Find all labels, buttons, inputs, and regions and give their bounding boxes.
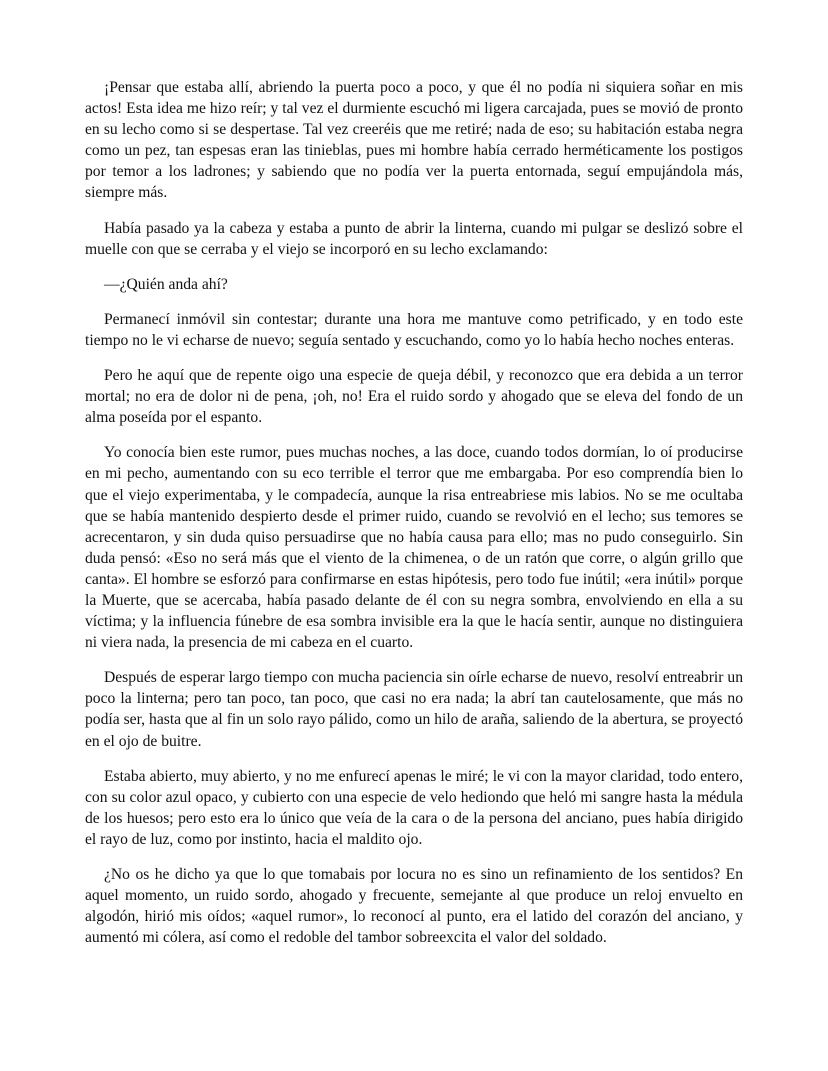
paragraph: ¡Pensar que estaba allí, abriendo la puerta poco a poco, y que él no podía ni siquiera soñar en mis actos! Esta idea me hizo reír; y tal vez el durmiente escuchó mi ligera carcajada, pues se movió de pronto en su lecho como si se despertase. Tal vez creeréis que me retiré; nada de eso; su habitación estaba negra como un pez, tan espesas eran las tinieblas, pues mi hombre había cerrado herméticamente los postigos por temor a los ladrones; y sabiendo que no podía ver la puerta entornada, seguí empujándola más, siempre más. [85,79,743,202]
paragraph: Pero he aquí que de repente oigo una especie de queja débil, y reconozco que era debida a un terror mortal; no era de dolor ni de pena, ¡oh, no! Era el ruido sordo y ahogado que se eleva del fondo de un alma poseída por el espanto. [85,367,743,427]
document-page [85,77,743,962]
paragraph: Después de esperar largo tiempo con mucha paciencia sin oírle echarse de nuevo, resolví entreabrir un poco la linterna; pero tan poco, tan poco, que casi no era nada; la abrí tan cautelosamente, que más no podía ser, hasta que al fin un solo rayo pálido, como un hilo de araña, saliendo de la abertura, se proyectó en el ojo de buitre. [85,669,743,750]
paragraph: —¿Quién anda ahí? [104,275,228,293]
paragraph: Estaba abierto, muy abierto, y no me enfurecí apenas le miré; le vi con la mayor claridad, todo entero, con su color azul opaco, y cubierto con una especie de velo hediondo que heló mi sangre hasta la médula de los huesos; pero esto era lo único que veía de la cara o de la persona del anciano, pues había dirigido el rayo de luz, como por instinto, hacia el maldito ojo. [85,767,743,848]
paragraph: Yo conocía bien este rumor, pues muchas noches, a las doce, cuando todos dormían, lo oí producirse en mi pecho, aumentando con su eco terrible el terror que me embargaba. Por eso comprendía bien lo que el viejo experimentaba, y le compadecía, aunque la risa entreabriese mis labios. No se me ocultaba que se había mantenido despierto desde el primer ruido, cuando se revolvió en el lecho; sus temores se acrecentaron, y sin duda quiso persuadirse que no había causa para ello; mas no pudo conseguirlo. Sin duda pensó: «Eso no será más que el viento de la chimenea, o de un ratón que corre, o algún grillo que canta». El hombre se esforzó para confirmarse en estas hipótesis, pero todo fue inútil; «era inútil» porque la Muerte, que se acercaba, había pasado delante de él con su negra sombra, envolviendo en ella a su víctima; y la influencia fúnebre de esa sombra invisible era la que le hacía sentir, aunque no distinguiera ni viera nada, la presencia de mi cabeza en el cuarto. [85,444,743,652]
paragraph: Había pasado ya la cabeza y estaba a punto de abrir la linterna, cuando mi pulgar se deslizó sobre el muelle con que se cerraba y el viejo se incorporó en su lecho exclamando: [85,219,743,258]
paragraph: Permanecí inmóvil sin contestar; durante una hora me mantuve como petrificado, y en todo este tiempo no le vi echarse de nuevo; seguía sentado y escuchando, como yo lo había hecho noches enteras. [85,310,743,349]
paragraph: ¿No os he dicho ya que lo que tomabais por locura no es sino un refinamiento de los sentidos? En aquel momento, un ruido sordo, ahogado y frecuente, semejante al que produce un reloj envuelto en algodón, hirió mis oídos; «aquel rumor», lo reconocí al punto, era el latido del corazón del anciano, y aumentó mi cólera, así como el redoble del tambor sobreexcita el valor del soldado. [85,866,743,947]
